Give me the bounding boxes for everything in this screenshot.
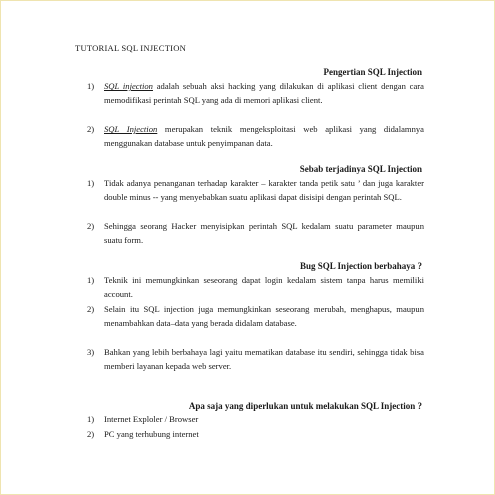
list-item (87, 302, 424, 331)
item-text: Bahkan yang lebih berbahaya lagi yaitu mematikan database itu sendiri, sehingga tidak bisa memberi layanan kepada web server. (104, 347, 424, 372)
item-number: 2) (87, 124, 95, 134)
item-text: Teknik ini memungkinkan seseorang dapat login kedalam sistem tanpa harus memiliki account. (104, 275, 424, 300)
section-heading-kebutuhan: Apa saja yang diperlukan untuk melakukan SQL Injection ? (188, 401, 422, 411)
item-text: PC yang terhubung internet (104, 429, 199, 439)
item-number: 2) (87, 221, 95, 231)
list-item (87, 345, 424, 374)
list-item (87, 122, 424, 151)
item-number: 1) (87, 178, 95, 188)
list-item (87, 79, 424, 108)
item-number: 2) (87, 304, 95, 314)
section-heading-sebab: Sebab terjadinya SQL Injection (299, 164, 422, 174)
list-item (87, 273, 424, 302)
list-item (87, 427, 424, 441)
document-title: TUTORIAL SQL INJECTION (75, 43, 187, 53)
item-text: Sehingga seorang Hacker menyisipkan perintah SQL kedalam suatu parameter maupun suatu form. (104, 221, 424, 246)
sql-injection-link[interactable]: SQL Injection (104, 124, 158, 134)
item-number: 1) (87, 414, 95, 424)
list-item (87, 176, 424, 205)
item-text: SQL injection adalah sebuah aksi hacking yang dilakukan di aplikasi client dengan cara memodifikasi perintah SQL yang ada di memori aplikasi client. (104, 81, 424, 106)
item-number: 1) (87, 275, 95, 285)
item-text: SQL Injection merupakan teknik mengeksploitasi web aplikasi yang didalamnya menggunakan database untuk penyimpanan data. (104, 124, 424, 149)
list-item (87, 219, 424, 248)
item-number: 3) (87, 347, 95, 357)
item-number: 2) (87, 429, 95, 439)
section-heading-bug: Bug SQL Injection berbahaya ? (299, 261, 422, 271)
list-item (87, 412, 424, 426)
item-number: 1) (87, 81, 95, 91)
sql-injection-link[interactable]: SQL injection (104, 81, 153, 91)
section-heading-pengertian: Pengertian SQL Injection (323, 67, 422, 77)
item-text: Tidak adanya penanganan terhadap karakter – karakter tanda petik satu ’ dan juga karakter double minus -- yang menyebabkan suatu aplikasi dapat disisipi dengan perintah SQL. (104, 178, 424, 203)
item-text: Selain itu SQL injection juga memungkinkan seseorang merubah, menghapus, maupun menambahkan data–data yang berada didalam database. (104, 304, 424, 329)
item-text: Internet Exploler / Browser (104, 414, 199, 424)
